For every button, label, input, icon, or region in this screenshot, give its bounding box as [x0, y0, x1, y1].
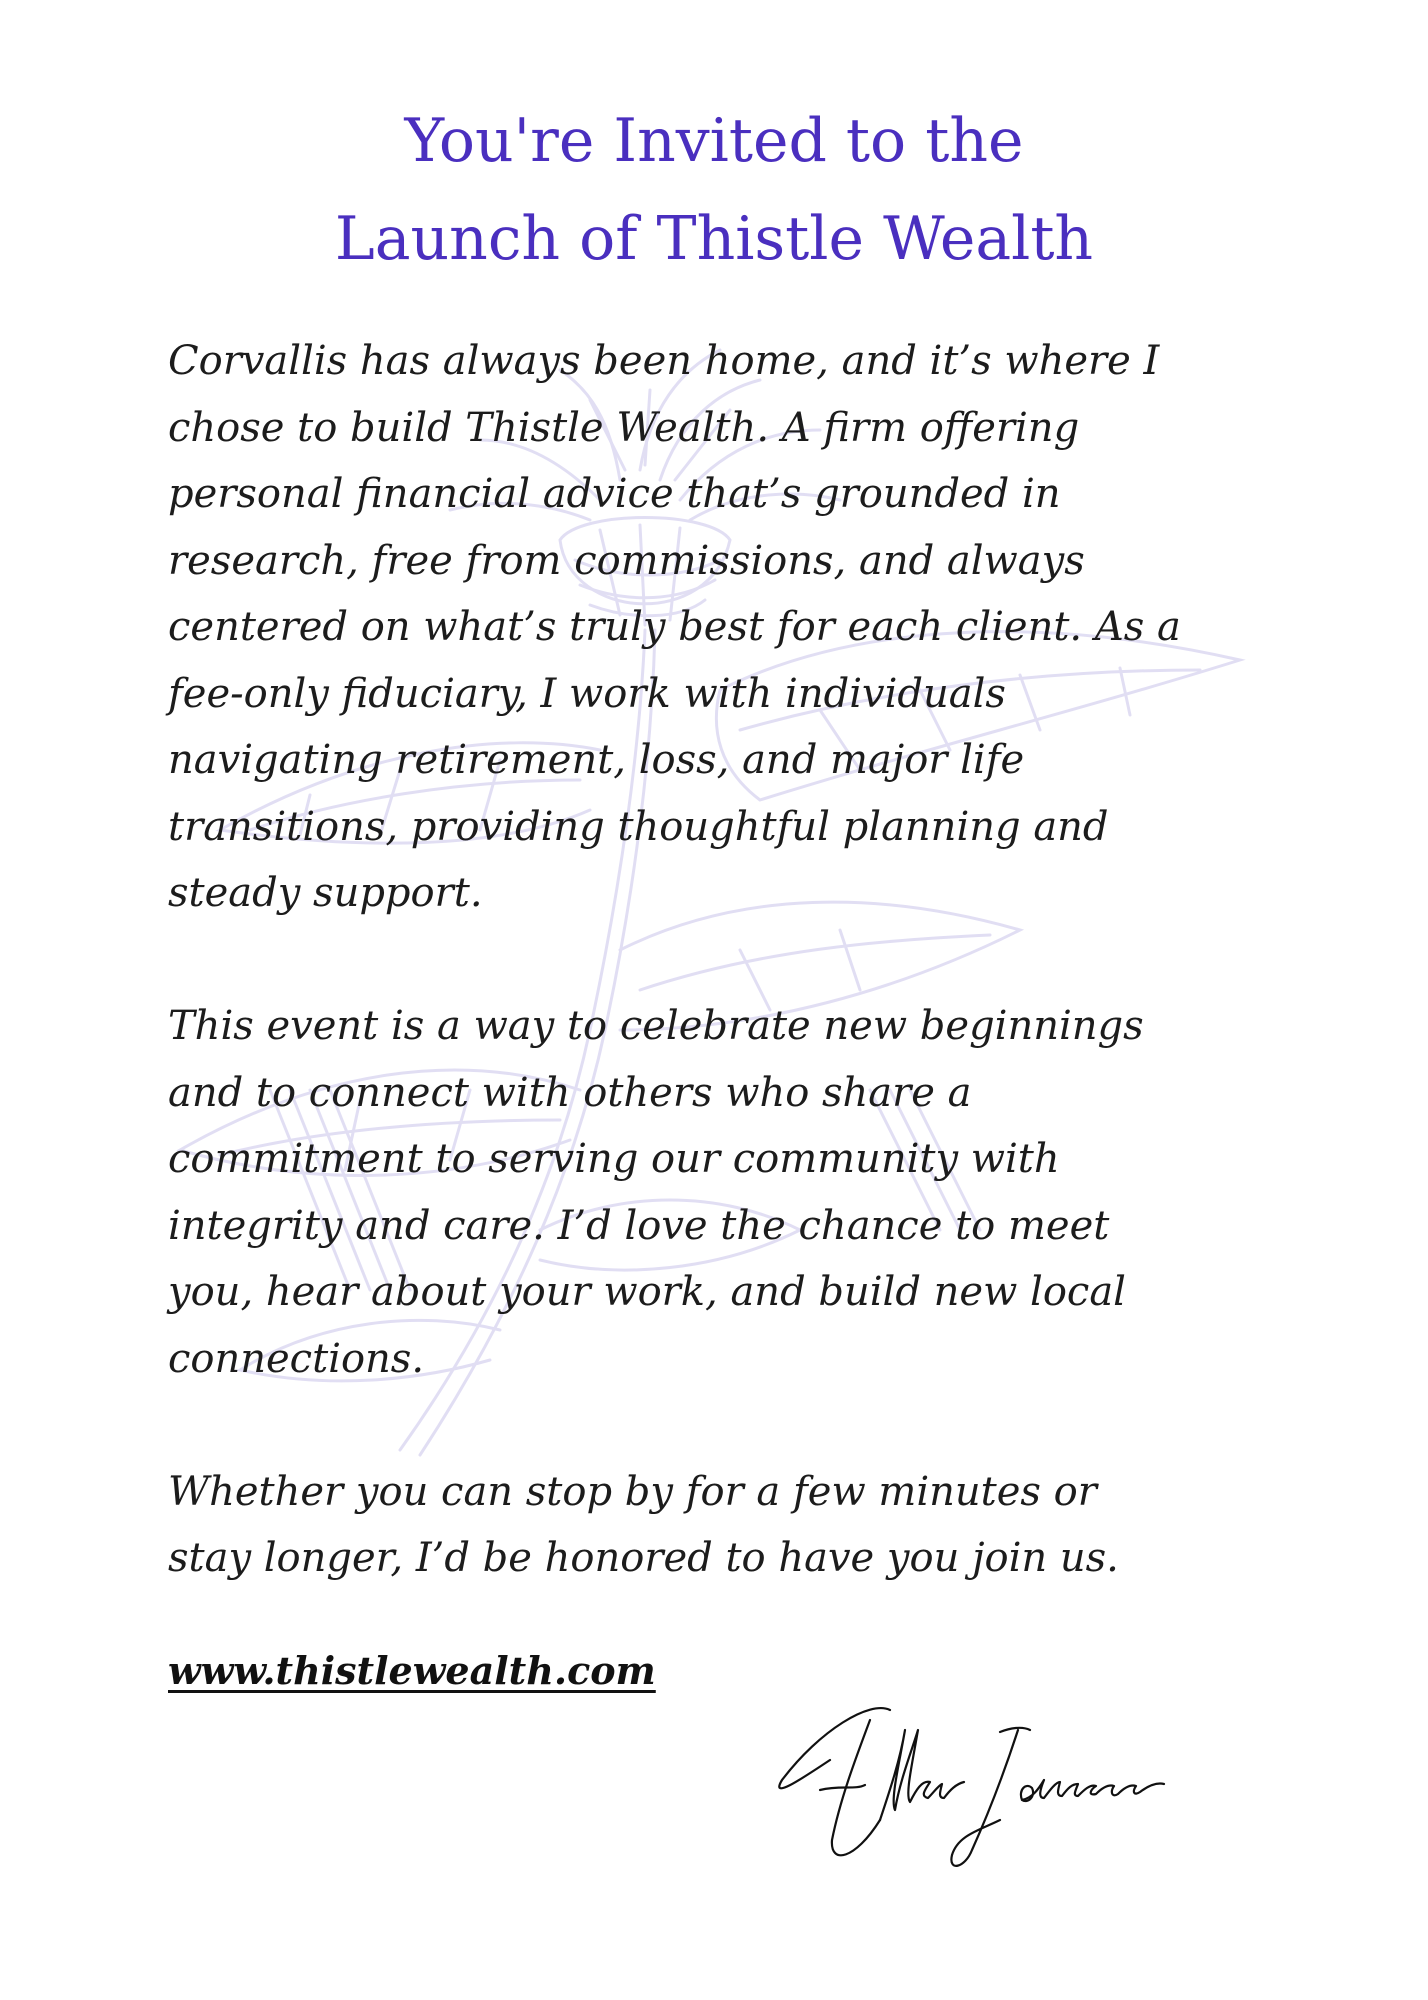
- paragraph-line: you, hear about your work, and build new local: [168, 1269, 1126, 1315]
- letter-body: [168, 328, 1288, 1592]
- paragraph-event: [168, 993, 1288, 1392]
- paragraph-line: steady support.: [168, 870, 483, 916]
- paragraph-line: transitions, providing thoughtful planning and: [168, 803, 1109, 850]
- paragraph-line: stay longer, I’d be honored to have you join us.: [168, 1535, 1119, 1581]
- paragraph-intro: [168, 328, 1288, 927]
- signature-icon: [760, 1690, 1180, 1880]
- paragraph-line: navigating retirement, loss, and major life: [168, 737, 1025, 783]
- paragraph-line: Corvallis has always been home, and it’s where I: [168, 338, 1160, 384]
- paragraph-spacer: [168, 1392, 1288, 1459]
- website-link[interactable]: www.thistlewealth.com: [168, 1648, 656, 1693]
- paragraph-line: integrity and care. I’d love the chance to meet: [168, 1202, 1110, 1249]
- paragraph-line: personal financial advice that’s grounded in: [168, 471, 1061, 517]
- paragraph-line: and to connect with others who share a: [168, 1069, 972, 1116]
- paragraph-closing: [168, 1459, 1288, 1592]
- title-line-1: You're Invited to the: [404, 106, 1024, 176]
- paragraph-line: Whether you can stop by for a few minutes or: [168, 1468, 1097, 1515]
- paragraph-line: chose to build Thistle Wealth. A firm offering: [168, 404, 1080, 451]
- paragraph-line: connections.: [168, 1335, 425, 1382]
- title-line-2: Launch of Thistle Wealth: [334, 204, 1094, 274]
- paragraph-line: fee-only fiduciary, I work with individuals: [168, 670, 1006, 717]
- paragraph-line: centered on what’s truly best for each client. As a: [168, 604, 1181, 650]
- paragraph-line: This event is a way to celebrate new beginnings: [168, 1003, 1144, 1049]
- paragraph-line: commitment to serving our community with: [168, 1136, 1060, 1182]
- paragraph-line: research, free from commissions, and always: [168, 537, 1085, 584]
- paragraph-spacer: [168, 927, 1288, 994]
- invitation-title: [0, 92, 1428, 288]
